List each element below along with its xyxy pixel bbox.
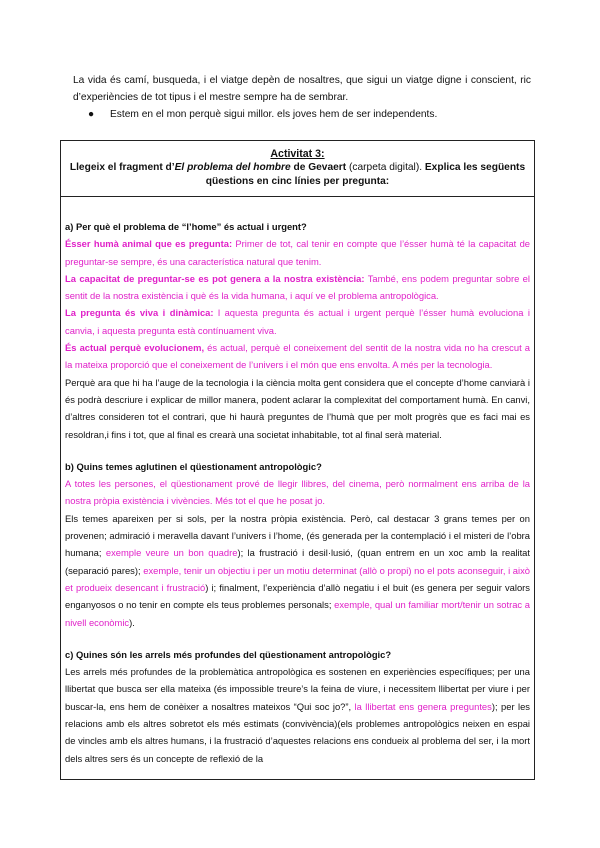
intro-text: La vida és camí, busqueda, i el viatge depèn de nosaltres, que sigui un viatge digne i conscient, ric d’experiències de tot tipus i el mestre sempre ha de sembrar.: [73, 75, 531, 103]
answer-a-p1: Ésser humà animal que es pregunta: Primer de tot, cal tenir en compte que l’ésser humà té la capacitat de preguntar-se sempre, és una característica natural que tenim.: [65, 238, 530, 267]
question-c: c) Quines són les arrels més profundes del qüestionament antropològic?: [65, 648, 392, 660]
instr-rest: Explica les següents qüestions en cinc línies per pregunta:: [205, 162, 526, 187]
intro-bullet: [88, 106, 528, 123]
answer-c-p1: Les arrels més profundes de la problemàtica antropològica es sostenen en experiències específiques; per una llibertat que busca ser ella mateixa (és impossible treure’s la feina de viure, i necessitem llibertat per viure i per buscar-la, ens hem de conèixer a nosaltres mateixos “Qui soc jo?”, la llibertat ens genera preguntes); per les relacions amb els altres sobretot els més estimats (convivència)(els problemes antropològics neixen en espai de vincles amb els altres humans, i la frustració d’aquestes relacions ens condueix al problema del ser, i la mort dels altres sers és un concepte de reflexió de la: [65, 666, 530, 764]
instr-paren: (carpeta digital).: [346, 162, 423, 173]
instr-pre: Llegeix el fragment d’: [69, 162, 175, 173]
answer-a-p3: La pregunta és viva i dinàmica: l aquesta pregunta és actual i urgent perquè l’ésser humà evoluciona i canvia, i aquesta pregunta està contínuament viva.: [65, 307, 530, 336]
answer-b-p1: A totes les persones, el qüestionament prové de llegir llibres, del cinema, però normalment ens arriba de la nostra pròpia existència i vivències. Més tot el que he posat jo.: [65, 478, 530, 507]
instr-book: El problema del hombre: [174, 162, 291, 173]
activity-instructions: [61, 161, 534, 189]
activity-content: [61, 197, 534, 767]
activity-box: [60, 140, 535, 780]
question-b: b) Quins temes aglutinen el qüestionament antropològic?: [65, 460, 322, 472]
bullet-icon: ●: [88, 109, 95, 120]
answer-a-p4: És actual perquè evolucionem, és actual, perquè el coneixement del sentit de la nostra vida no ha crescut a la mateixa proporció que el coneixement de l’univers i el món que ens envolta. A més per la tecnologia.: [65, 342, 531, 371]
intro-paragraph: [73, 72, 531, 106]
instr-author: de Gevaert: [290, 162, 347, 173]
question-a: a) Per què el problema de “l’home” és actual i urgent?: [65, 221, 307, 232]
activity-header: [61, 141, 534, 197]
bullet-text: Estem en el mon perquè sigui millor. els joves hem de ser independents.: [110, 109, 438, 120]
answer-a-p2: La capacitat de preguntar-se es pot genera a la nostra existència: També, ens podem preguntar sobre el sentit de la nostra existència i què és la vida humana, i aquí ve el problema antropològica.: [65, 272, 530, 302]
answer-a-p5: Perquè ara que hi ha l’auge de la tecnologia i la ciència molta gent considera que el concepte d’home canviarà i és podrà descriure i explicar de millor manera, podent aclarar la complexitat del comportament humà. En canvi, d’altres consideren tot el contrari, que hi haurà preguntes de l’humà que per molt progrès que es faci mai es resoldran,i fins i tot, que al final es crearà una societat inhabitable, tot al final serà material.: [65, 376, 530, 440]
activity-title: Activitat 3:: [270, 148, 325, 160]
answer-b-p2: Els temes apareixen per si sols, per la nostra pròpia existència. Però, cal destacar 3 grans temes per on provenen; admiració i meravella davant l’univers i l’home, (és generada per la contemplació i el misteri de l’obra humana; exemple veure un bon quadre); la frustració i desil·lusió, (quan entrem en un xoc amb la realitat (separació pares); exemple, tenir un objectiu i per un motiu determinat (allò o propi) no el pots aconseguir, i això et produeix desencant i frustració) i; finalment, l’experiència d’allò negatiu i el buit (es genera per seguir valors enganyosos o no tenir en compte els teus problemes personals; exemple, qual un familiar mort/tenir un sotrac a nivell econòmic).: [65, 512, 531, 628]
